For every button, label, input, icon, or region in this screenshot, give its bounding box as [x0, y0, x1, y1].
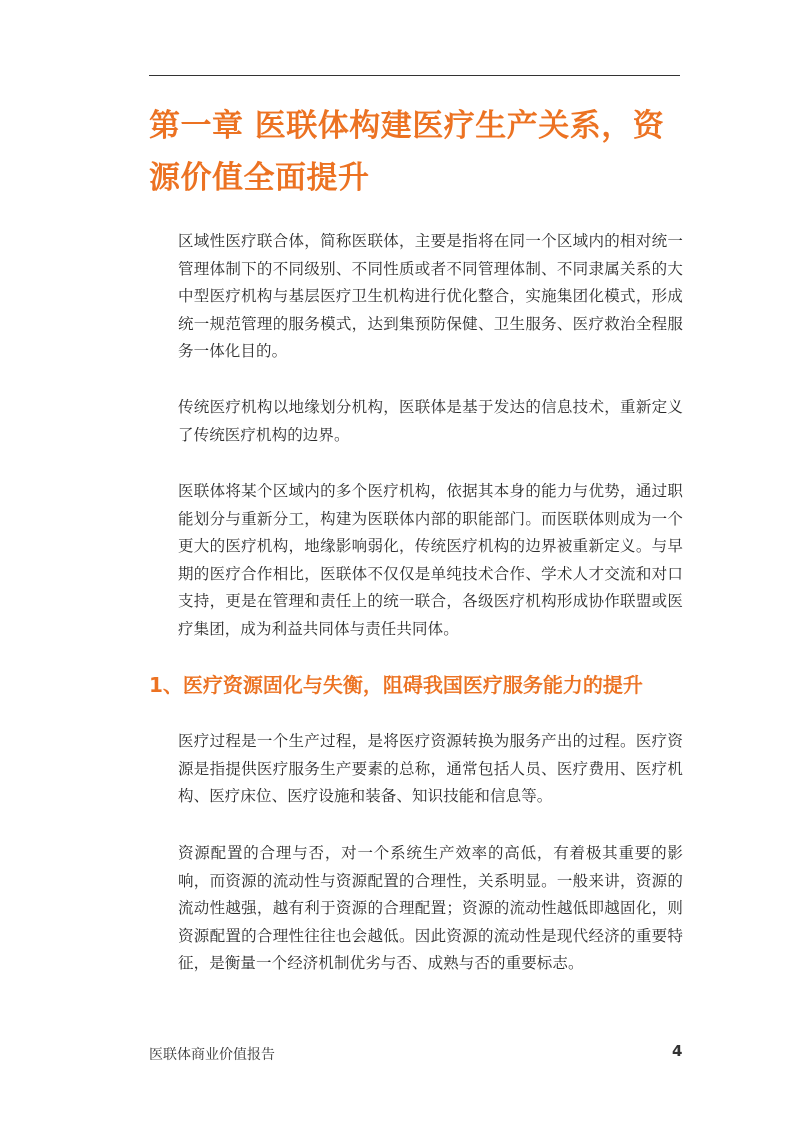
section-heading: 1、医疗资源固化与失衡，阻碍我国医疗服务能力的提升: [149, 673, 643, 697]
header-divider: [149, 75, 680, 76]
paragraph-2: 传统医疗机构以地缘划分机构，医联体是基于发达的信息技术，重新定义了传统医疗机构的边界。: [178, 398, 683, 444]
section-paragraph-1: 医疗过程是一个生产过程，是将医疗资源转换为服务产出的过程。医疗资源是指提供医疗服务生产要素的总称，通常包括人员、医疗费用、医疗机构、医疗床位、医疗设施和装备、知识技能和信息等。: [178, 732, 683, 806]
paragraph-1: 区域性医疗联合体，简称医联体，主要是指将在同一个区域内的相对统一管理体制下的不同级别、不同性质或者不同管理体制、不同隶属关系的大中型医疗机构与基层医疗卫生机构进行优化整合，实施集团化模式，形成统一规范管理的服务模式，达到集预防保健、卫生服务、医疗救治全程服务一体化目的。: [178, 232, 683, 361]
paragraph-3: 医联体将某个区域内的多个医疗机构，依据其本身的能力与优势，通过职能划分与重新分工，构建为医联体内部的职能部门。而医联体则成为一个更大的医疗机构，地缘影响弱化，传统医疗机构的边界被重新定义。与早期的医疗合作相比，医联体不仅仅是单纯技术合作、学术人才交流和对口支持，更是在管理和责任上的统一联合，各级医疗机构形成协作联盟或医疗集团，成为利益共同体与责任共同体。: [178, 482, 683, 638]
chapter-title: 第一章 医联体构建医疗生产关系，资源价值全面提升: [149, 108, 665, 196]
page-number: 4: [672, 1042, 683, 1060]
footer-report-title: 医联体商业价值报告: [149, 1047, 275, 1063]
section-paragraph-2: 资源配置的合理与否，对一个系统生产效率的高低，有着极其重要的影响，而资源的流动性与资源配置的合理性，关系明显。一般来讲，资源的流动性越强，越有利于资源的合理配置；资源的流动性越低即越固化，则资源配置的合理性往往也会越低。因此资源的流动性是现代经济的重要特征，是衡量一个经济机制优劣与否、成熟与否的重要标志。: [178, 844, 683, 973]
